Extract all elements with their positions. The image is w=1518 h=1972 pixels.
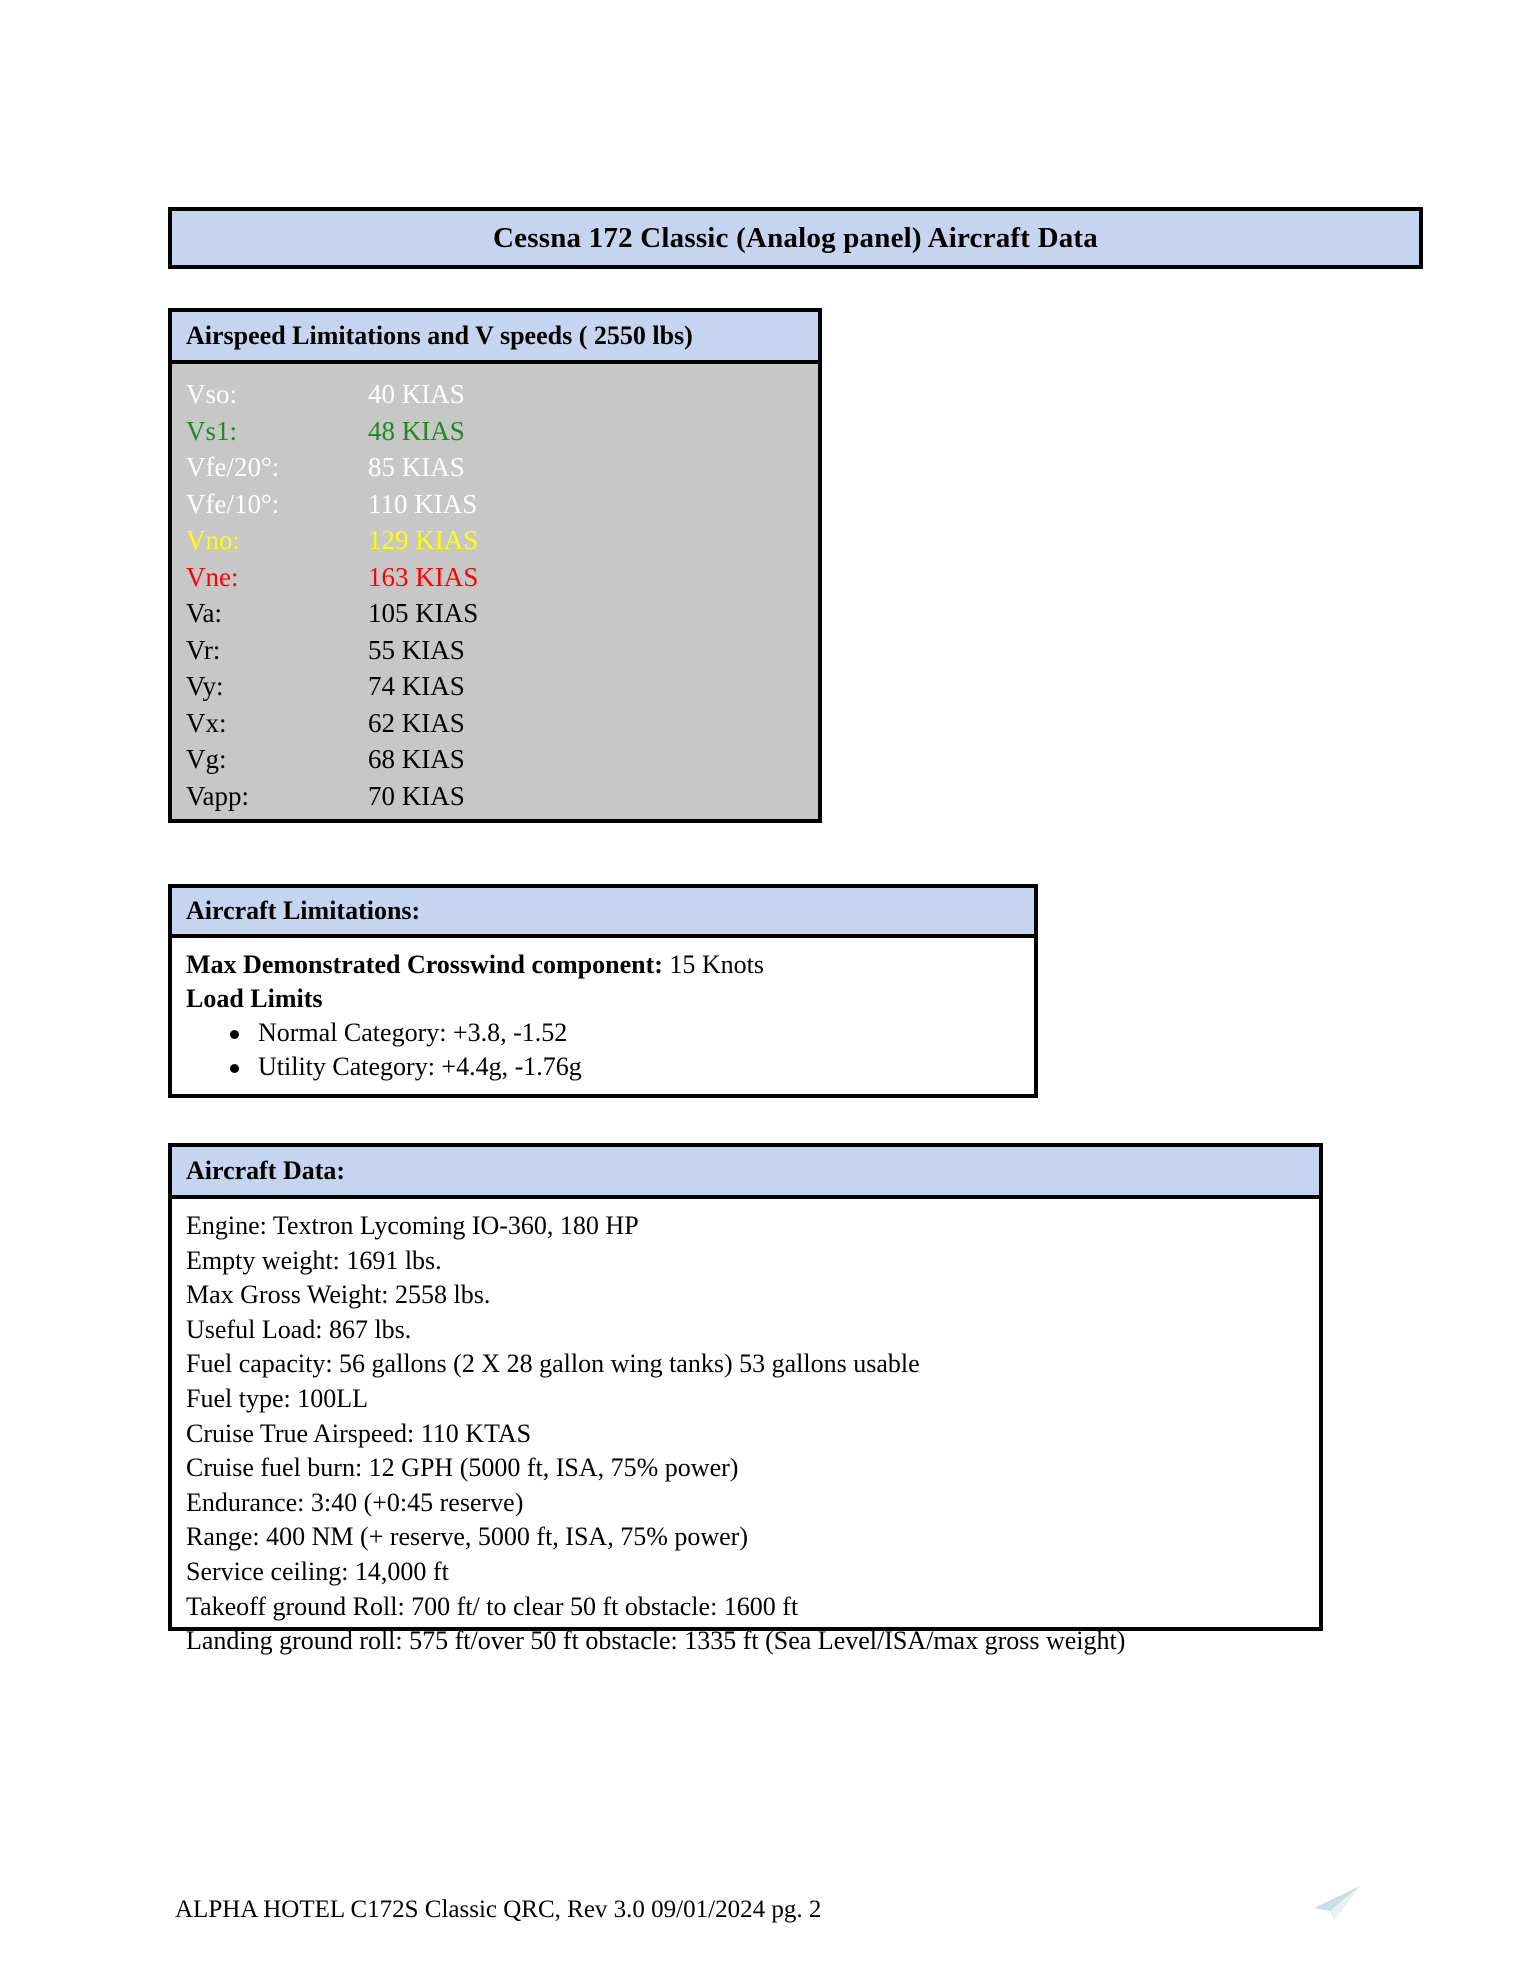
- airspeed-row-value: 163 KIAS: [368, 561, 479, 592]
- airspeed-row-label: Vso:: [186, 379, 238, 409]
- airspeed-row: [186, 741, 804, 778]
- aircraft-data-section: [168, 1143, 1323, 1656]
- aircraft-limitations-section: [168, 884, 1038, 1098]
- load-limit-text: Utility Category: +4.4g, -1.76g: [258, 1052, 582, 1081]
- aircraft-data-line: Range: 400 NM (+ reserve, 5000 ft, ISA, 75% power): [186, 1522, 748, 1552]
- airspeed-row-value: 68 KIAS: [368, 744, 465, 774]
- paper-plane-icon: [1308, 1882, 1362, 1922]
- airspeed-row-value: 85 KIAS: [368, 452, 465, 482]
- aircraft-data-line: Max Gross Weight: 2558 lbs.: [186, 1280, 491, 1310]
- aircraft-data-line: Takeoff ground Roll: 700 ft/ to clear 50 ft obstacle: 1600 ft: [186, 1591, 799, 1621]
- airspeed-row-label: Vno:: [186, 525, 240, 555]
- airspeed-row-label: Vx:: [186, 707, 227, 738]
- footer-text: ALPHA HOTEL C172S Classic QRC, Rev 3.0 09/01/2024 pg. 2: [175, 1896, 822, 1923]
- airspeed-row-label: Vne:: [186, 561, 239, 592]
- airspeed-row-value: 105 KIAS: [368, 598, 479, 628]
- airspeed-row: [186, 559, 804, 596]
- limitations-section-title: Aircraft Limitations:: [186, 896, 421, 925]
- airspeed-row-value: 74 KIAS: [368, 671, 465, 701]
- airspeed-row: [186, 522, 804, 559]
- aircraft-data-section-title: Aircraft Data:: [186, 1156, 346, 1185]
- airspeed-row: [186, 449, 804, 486]
- airspeed-row: [186, 413, 804, 450]
- airspeed-row-value: 40 KIAS: [368, 379, 465, 409]
- airspeed-section-title: Airspeed Limitations and V speeds ( 2550 lbs): [186, 321, 693, 350]
- aircraft-data-line: Endurance: 3:40 (+0:45 reserve): [186, 1487, 524, 1517]
- airspeed-row-label: Vg:: [186, 744, 227, 774]
- airspeed-row-label: Vapp:: [186, 780, 249, 811]
- bullet-icon: [230, 1064, 239, 1073]
- aircraft-data-section-header: [168, 1143, 1323, 1199]
- load-limit-text: Normal Category: +3.8, -1.52: [258, 1018, 568, 1047]
- crosswind-label: Max Demonstrated Crosswind component:: [186, 950, 663, 979]
- aircraft-data-line: Fuel capacity: 56 gallons (2 X 28 gallon wing tanks) 53 gallons usable: [186, 1349, 920, 1379]
- airspeed-row-value: 129 KIAS: [368, 525, 479, 555]
- airspeed-row-value: 48 KIAS: [368, 415, 465, 446]
- crosswind-line: [186, 948, 1020, 982]
- airspeed-limitations-section: [168, 308, 822, 823]
- airspeed-row-value: 62 KIAS: [368, 707, 465, 738]
- airspeed-row-label: Vy:: [186, 671, 224, 701]
- crosswind-value: 15 Knots: [669, 950, 765, 979]
- airspeed-row: [186, 632, 804, 669]
- airspeed-row-label: Vfe/10°:: [186, 488, 280, 519]
- airspeed-row-value: 55 KIAS: [368, 634, 465, 665]
- load-limits-list: [186, 1016, 1020, 1084]
- airspeed-row-label: Vs1:: [186, 415, 238, 446]
- airspeed-row: [186, 705, 804, 742]
- limitations-section-body: [168, 938, 1038, 1098]
- airspeed-row-label: Vr:: [186, 634, 221, 665]
- aircraft-data-line: Useful Load: 867 lbs.: [186, 1314, 412, 1344]
- airspeed-row-value: 110 KIAS: [368, 488, 478, 519]
- bullet-icon: [230, 1030, 239, 1039]
- aircraft-data-line: Cruise True Airspeed: 110 KTAS: [186, 1418, 532, 1448]
- airspeed-section-header: [168, 308, 822, 364]
- load-limit-item: [186, 1016, 1020, 1050]
- airspeed-row: [186, 376, 804, 413]
- aircraft-data-body: [168, 1199, 1323, 1656]
- airspeed-row: [186, 778, 804, 815]
- airspeed-row: [186, 595, 804, 632]
- airspeed-row-label: Va:: [186, 598, 222, 628]
- page-title: Cessna 172 Classic (Analog panel) Aircraft Data: [493, 221, 1098, 254]
- aircraft-data-line: Fuel type: 100LL: [186, 1383, 368, 1413]
- document-title-banner: [168, 207, 1423, 269]
- load-limit-item: [186, 1050, 1020, 1084]
- aircraft-data-line: Landing ground roll: 575 ft/over 50 ft obstacle: 1335 ft (Sea Level/ISA/max gross weight): [186, 1626, 1126, 1656]
- aircraft-data-line: Empty weight: 1691 lbs.: [186, 1245, 442, 1275]
- airspeed-table-body: [168, 364, 822, 823]
- limitations-section-header: [168, 884, 1038, 938]
- aircraft-data-line: Engine: Textron Lycoming IO-360, 180 HP: [186, 1211, 639, 1240]
- aircraft-data-line: Cruise fuel burn: 12 GPH (5000 ft, ISA, 75% power): [186, 1453, 739, 1483]
- airspeed-row-label: Vfe/20°:: [186, 452, 280, 482]
- load-limits-label: Load Limits: [186, 984, 323, 1013]
- airspeed-row: [186, 668, 804, 705]
- airspeed-row-value: 70 KIAS: [368, 780, 465, 811]
- aircraft-data-line: Service ceiling: 14,000 ft: [186, 1556, 449, 1586]
- airspeed-row: [186, 486, 804, 523]
